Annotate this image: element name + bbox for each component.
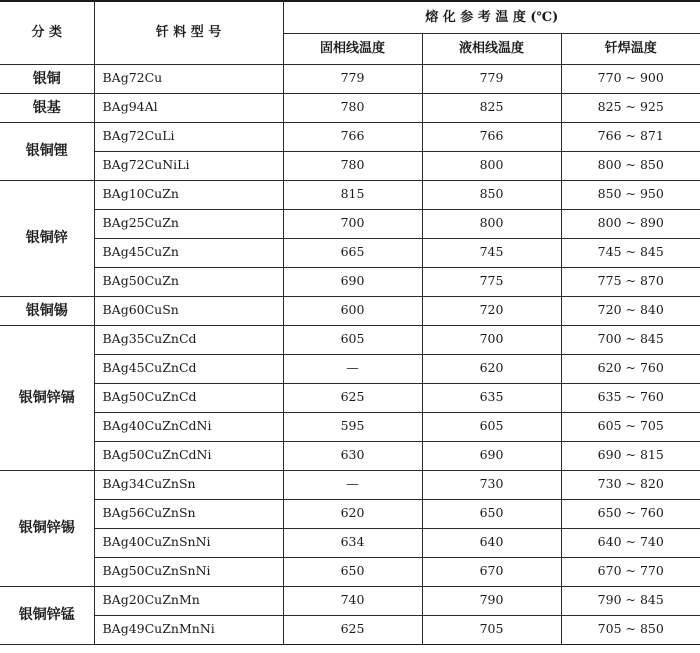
liquidus-cell: 670	[422, 557, 561, 586]
table-row	[0, 267, 700, 296]
table-row	[0, 528, 700, 557]
model-cell: BAg49CuZnMnNi	[94, 615, 283, 644]
model-cell: BAg50CuZnCd	[94, 383, 283, 412]
table-row	[0, 615, 700, 644]
brazing-temperature-cell: 766 ~ 871	[561, 122, 700, 151]
table-row	[0, 383, 700, 412]
liquidus-cell: 800	[422, 209, 561, 238]
liquidus-cell: 640	[422, 528, 561, 557]
model-cell: BAg45CuZnCd	[94, 354, 283, 383]
solidus-cell: 650	[283, 557, 422, 586]
solidus-cell: —	[283, 470, 422, 499]
model-cell: BAg72Cu	[94, 64, 283, 93]
solidus-cell: 690	[283, 267, 422, 296]
solidus-cell: 780	[283, 93, 422, 122]
table-row	[0, 151, 700, 180]
solidus-cell: —	[283, 354, 422, 383]
brazing-temperature-cell: 705 ~ 850	[561, 615, 700, 644]
model-cell: BAg50CuZn	[94, 267, 283, 296]
model-cell: BAg10CuZn	[94, 180, 283, 209]
liquidus-cell: 850	[422, 180, 561, 209]
table-row	[0, 325, 700, 354]
category-cell: 银铜锌镉	[0, 325, 94, 470]
solidus-cell: 625	[283, 615, 422, 644]
solidus-cell: 595	[283, 412, 422, 441]
model-cell: BAg34CuZnSn	[94, 470, 283, 499]
brazing-temperature-cell: 650 ~ 760	[561, 499, 700, 528]
brazing-temperature-cell: 635 ~ 760	[561, 383, 700, 412]
brazing-temperature-cell: 720 ~ 840	[561, 296, 700, 325]
liquidus-cell: 779	[422, 64, 561, 93]
model-cell: BAg50CuZnSnNi	[94, 557, 283, 586]
liquidus-cell: 700	[422, 325, 561, 354]
solidus-cell: 780	[283, 151, 422, 180]
category-cell: 银铜锂	[0, 122, 94, 180]
category-cell: 银铜锌锰	[0, 586, 94, 644]
liquidus-cell: 720	[422, 296, 561, 325]
table-row	[0, 296, 700, 325]
category-cell: 银铜锌	[0, 180, 94, 296]
liquidus-cell: 775	[422, 267, 561, 296]
table-row	[0, 586, 700, 615]
liquidus-cell: 730	[422, 470, 561, 499]
solidus-cell: 700	[283, 209, 422, 238]
header-solidus: 固相线温度	[283, 33, 422, 64]
model-cell: BAg40CuZnCdNi	[94, 412, 283, 441]
liquidus-cell: 790	[422, 586, 561, 615]
liquidus-cell: 605	[422, 412, 561, 441]
solidus-cell: 620	[283, 499, 422, 528]
solidus-cell: 665	[283, 238, 422, 267]
category-cell: 银铜	[0, 64, 94, 93]
table-row	[0, 122, 700, 151]
model-cell: BAg40CuZnSnNi	[94, 528, 283, 557]
category-cell: 银铜锡	[0, 296, 94, 325]
solidus-cell: 625	[283, 383, 422, 412]
liquidus-cell: 690	[422, 441, 561, 470]
table-row	[0, 499, 700, 528]
solidus-cell: 815	[283, 180, 422, 209]
liquidus-cell: 800	[422, 151, 561, 180]
liquidus-cell: 745	[422, 238, 561, 267]
table-row	[0, 64, 700, 93]
brazing-temperature-cell: 775 ~ 870	[561, 267, 700, 296]
brazing-temperature-cell: 770 ~ 900	[561, 64, 700, 93]
liquidus-cell: 650	[422, 499, 561, 528]
brazing-temperature-cell: 790 ~ 845	[561, 586, 700, 615]
liquidus-cell: 635	[422, 383, 561, 412]
header-brazing: 钎焊温度	[561, 33, 700, 64]
table-row	[0, 557, 700, 586]
brazing-temperature-cell: 730 ~ 820	[561, 470, 700, 499]
solidus-cell: 766	[283, 122, 422, 151]
model-cell: BAg60CuSn	[94, 296, 283, 325]
solidus-cell: 740	[283, 586, 422, 615]
table-body	[0, 64, 700, 644]
table-row	[0, 470, 700, 499]
table-row	[0, 354, 700, 383]
table-row	[0, 180, 700, 209]
liquidus-cell: 705	[422, 615, 561, 644]
liquidus-cell: 766	[422, 122, 561, 151]
table-header	[0, 1, 700, 64]
solidus-cell: 600	[283, 296, 422, 325]
header-category: 分 类	[0, 1, 94, 64]
model-cell: BAg45CuZn	[94, 238, 283, 267]
liquidus-cell: 825	[422, 93, 561, 122]
brazing-temperature-cell: 640 ~ 740	[561, 528, 700, 557]
brazing-temperature-cell: 745 ~ 845	[561, 238, 700, 267]
model-cell: BAg72CuLi	[94, 122, 283, 151]
solidus-cell: 630	[283, 441, 422, 470]
brazing-temperature-cell: 825 ~ 925	[561, 93, 700, 122]
table-row	[0, 412, 700, 441]
solidus-cell: 605	[283, 325, 422, 354]
solidus-cell: 634	[283, 528, 422, 557]
brazing-temperature-cell: 800 ~ 890	[561, 209, 700, 238]
header-model: 钎 料 型 号	[94, 1, 283, 64]
model-cell: BAg50CuZnCdNi	[94, 441, 283, 470]
model-cell: BAg35CuZnCd	[94, 325, 283, 354]
brazing-temperature-cell: 605 ~ 705	[561, 412, 700, 441]
model-cell: BAg25CuZn	[94, 209, 283, 238]
table-row	[0, 441, 700, 470]
model-cell: BAg94Al	[94, 93, 283, 122]
category-cell: 银基	[0, 93, 94, 122]
header-temperature-group: 熔 化 参 考 温 度 (℃)	[283, 1, 700, 33]
brazing-temperature-cell: 800 ~ 850	[561, 151, 700, 180]
liquidus-cell: 620	[422, 354, 561, 383]
solidus-cell: 779	[283, 64, 422, 93]
table-row	[0, 93, 700, 122]
brazing-temperature-cell: 850 ~ 950	[561, 180, 700, 209]
brazing-temperature-cell: 620 ~ 760	[561, 354, 700, 383]
category-cell: 银铜锌锡	[0, 470, 94, 586]
header-liquidus: 液相线温度	[422, 33, 561, 64]
table-row	[0, 209, 700, 238]
brazing-temperature-cell: 670 ~ 770	[561, 557, 700, 586]
model-cell: BAg56CuZnSn	[94, 499, 283, 528]
brazing-temperature-cell: 700 ~ 845	[561, 325, 700, 354]
brazing-temperature-cell: 690 ~ 815	[561, 441, 700, 470]
table-row	[0, 238, 700, 267]
model-cell: BAg20CuZnMn	[94, 586, 283, 615]
model-cell: BAg72CuNiLi	[94, 151, 283, 180]
